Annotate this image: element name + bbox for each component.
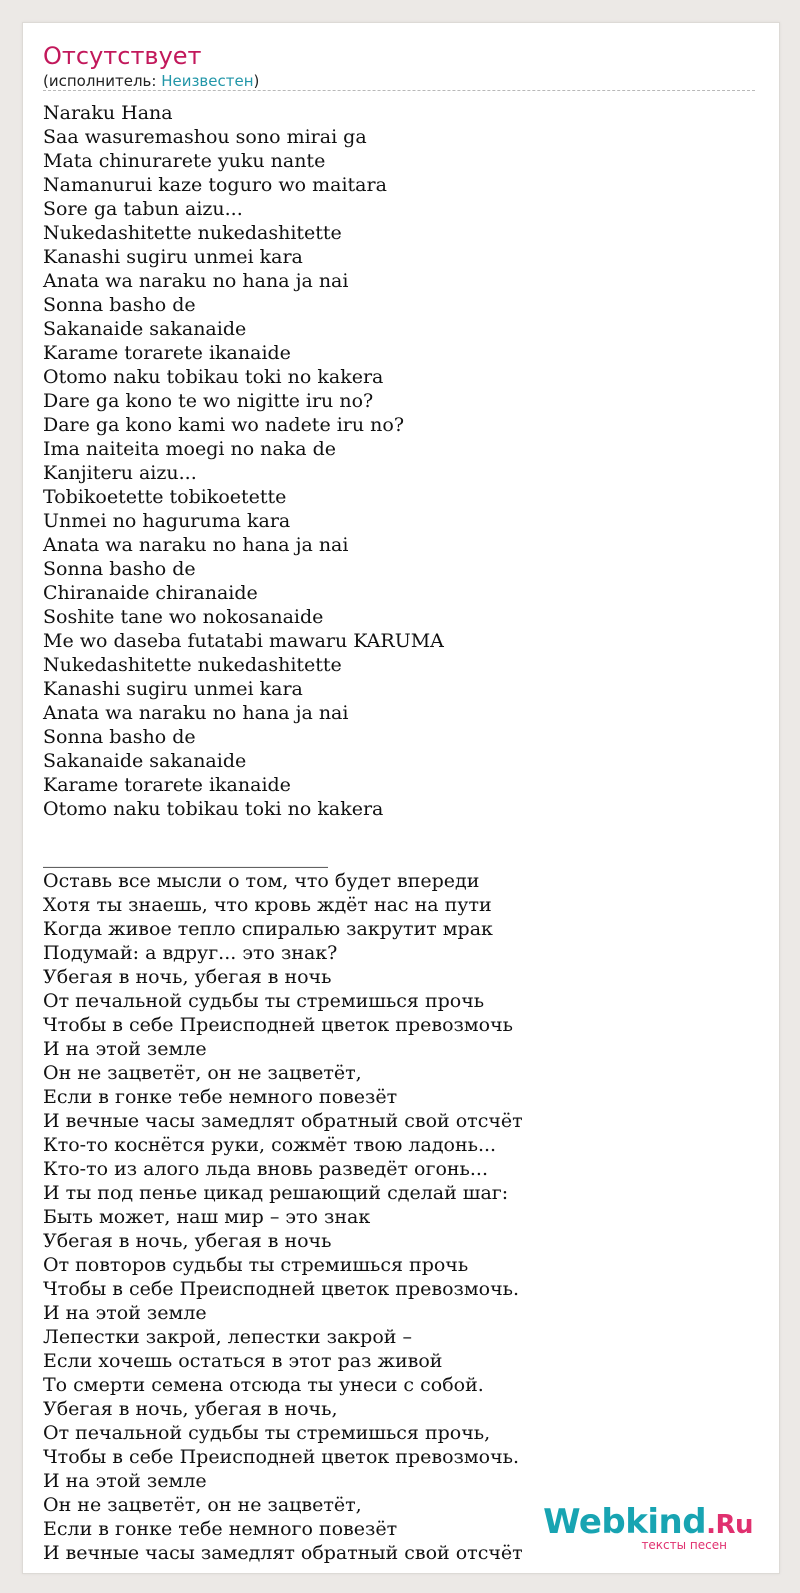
logo-tld: .Ru — [706, 1510, 753, 1540]
lyric-line: Он не зацветёт, он не зацветёт, — [43, 1494, 362, 1516]
lyric-line: Sonna basho de — [43, 294, 196, 316]
lyric-line: Karame torarete ikanaide — [43, 774, 291, 796]
lyric-line: Убегая в ночь, убегая в ночь — [43, 966, 332, 988]
lyric-line: От печальной судьбы ты стремишься прочь — [43, 990, 485, 1012]
lyric-line: Nukedashitette nukedashitette — [43, 654, 342, 676]
logo-tagline: тексты песен — [641, 1538, 727, 1552]
lyric-line: Karame torarete ikanaide — [43, 342, 291, 364]
lyric-line: Когда живое тепло спиралью закрутит мрак — [43, 918, 493, 940]
artist-prefix: (исполнитель: — [43, 72, 162, 90]
lyric-line: Kanashi sugiru unmei kara — [43, 246, 303, 268]
lyric-line: Чтобы в себе Преисподней цветок превозмочь. — [43, 1278, 520, 1300]
lyric-line: Чтобы в себе Преисподней цветок превозмочь. — [43, 1446, 520, 1468]
lyric-line: Dare ga kono te wo nigitte iru no? — [43, 390, 374, 412]
lyric-line: Kanashi sugiru unmei kara — [43, 678, 303, 700]
lyrics-body — [43, 101, 523, 1565]
artist-link[interactable]: Неизвестен — [161, 72, 254, 90]
artist-suffix: ) — [253, 72, 260, 90]
lyric-line: Otomo naku tobikau toki no kakera — [43, 798, 384, 820]
lyric-line: Mata chinurarete yuku nante — [43, 150, 326, 172]
title-divider — [43, 90, 755, 91]
site-logo[interactable] — [543, 1504, 753, 1551]
lyric-line: Он не зацветёт, он не зацветёт, — [43, 1062, 362, 1084]
lyric-line: Naraku Hana — [43, 102, 173, 124]
lyric-line: То смерти семена отсюда ты унеси с собой. — [43, 1374, 484, 1396]
lyric-line: Кто-то коснётся руки, сожмёт твою ладонь... — [43, 1134, 497, 1156]
artist-line — [43, 71, 259, 91]
lyric-line: Dare ga kono kami wo nadete iru no? — [43, 414, 405, 436]
lyric-line: Chiranaide chiranaide — [43, 582, 258, 604]
lyric-line — [43, 821, 523, 845]
lyric-line: Unmei no haguruma kara — [43, 510, 291, 532]
lyric-line: Убегая в ночь, убегая в ночь, — [43, 1398, 338, 1420]
lyric-line: Если в гонке тебе немного повезёт — [43, 1518, 398, 1540]
lyric-line: Anata wa naraku no hana ja nai — [43, 270, 349, 292]
lyric-line: Anata wa naraku no hana ja nai — [43, 534, 349, 556]
lyric-line: Лепестки закрой, лепестки закрой – — [43, 1326, 412, 1348]
lyrics-card — [22, 22, 780, 1574]
lyric-line: И на этой земле — [43, 1302, 207, 1324]
lyric-line: И вечные часы замедлят обратный свой отсчёт — [43, 1110, 523, 1132]
lyric-line: И вечные часы замедлят обратный свой отсчёт — [43, 1542, 523, 1564]
lyric-line: От печальной судьбы ты стремишься прочь, — [43, 1422, 491, 1444]
lyric-line: Soshite tane wo nokosanaide — [43, 606, 324, 628]
lyric-line: ______________________________ — [43, 846, 328, 868]
lyric-line: Ima naiteita moegi no naka de — [43, 438, 337, 460]
lyric-line: Sonna basho de — [43, 558, 196, 580]
lyric-line: Подумай: а вдруг... это знак? — [43, 942, 338, 964]
lyric-line: Оставь все мысли о том, что будет впереди — [43, 870, 480, 892]
logo-main-text: Webkind — [543, 1502, 707, 1542]
lyric-line: Anata wa naraku no hana ja nai — [43, 702, 349, 724]
lyric-line: Sonna basho de — [43, 726, 196, 748]
lyric-line: Быть может, наш мир – это знак — [43, 1206, 371, 1228]
lyric-line: Nukedashitette nukedashitette — [43, 222, 342, 244]
song-title: Отсутствует — [43, 42, 202, 70]
lyric-line: Хотя ты знаешь, что кровь ждёт нас на пути — [43, 894, 492, 916]
lyric-line: Kanjiteru aizu... — [43, 462, 197, 484]
lyric-line: Если хочешь остаться в этот раз живой — [43, 1350, 443, 1372]
lyric-line: Sore ga tabun aizu... — [43, 198, 243, 220]
lyric-line: Me wo daseba futatabi mawaru KARUMA — [43, 630, 444, 652]
lyric-line: Sakanaide sakanaide — [43, 750, 247, 772]
lyric-line: И на этой земле — [43, 1470, 207, 1492]
lyric-line: И на этой земле — [43, 1038, 207, 1060]
lyric-line: Tobikoetette tobikoetette — [43, 486, 287, 508]
lyric-line: Если в гонке тебе немного повезёт — [43, 1086, 398, 1108]
lyric-line: Saa wasuremashou sono mirai ga — [43, 126, 367, 148]
lyric-line: Namanurui kaze toguro wo maitara — [43, 174, 387, 196]
lyric-line: Убегая в ночь, убегая в ночь — [43, 1230, 332, 1252]
lyric-line: Кто-то из алого льда вновь разведёт огонь... — [43, 1158, 489, 1180]
lyric-line: Чтобы в себе Преисподней цветок превозмочь — [43, 1014, 513, 1036]
lyric-line: Sakanaide sakanaide — [43, 318, 247, 340]
lyric-line: И ты под пенье цикад решающий сделай шаг: — [43, 1182, 509, 1204]
lyric-line: От повторов судьбы ты стремишься прочь — [43, 1254, 469, 1276]
lyric-line: Otomo naku tobikau toki no kakera — [43, 366, 384, 388]
